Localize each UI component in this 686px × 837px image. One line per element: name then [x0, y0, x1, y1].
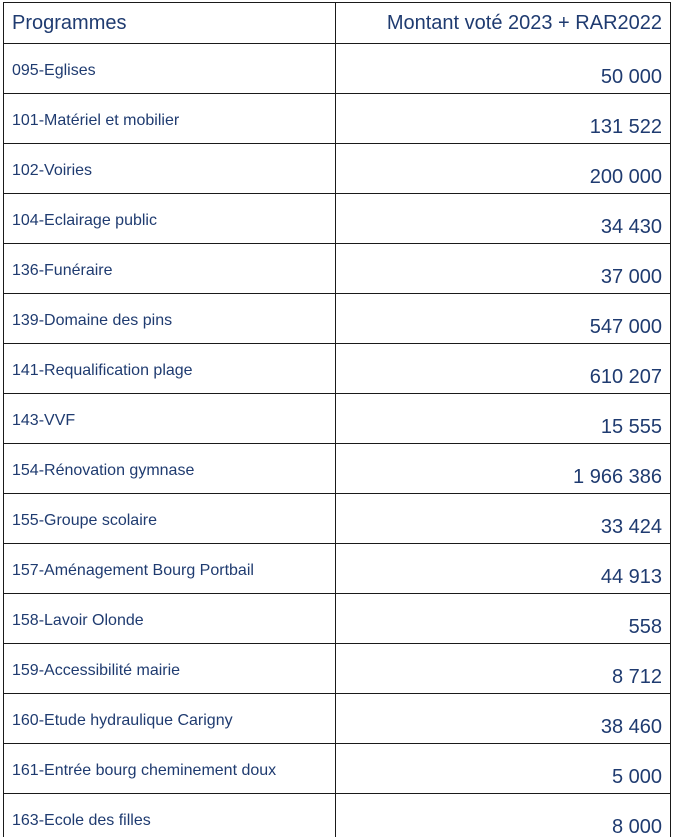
programme-cell[interactable]: 157-Aménagement Bourg Portbail [4, 544, 336, 594]
programme-cell[interactable]: 102-Voiries [4, 144, 336, 194]
amount-cell[interactable]: 610 207 [336, 344, 671, 394]
programme-cell[interactable]: 143-VVF [4, 394, 336, 444]
programme-cell[interactable]: 158-Lavoir Olonde [4, 594, 336, 644]
amount-cell[interactable]: 50 000 [336, 44, 671, 94]
amount-cell[interactable]: 34 430 [336, 194, 671, 244]
amount-cell[interactable]: 37 000 [336, 244, 671, 294]
table-row [4, 344, 671, 394]
amount-column-header[interactable]: Montant voté 2023 + RAR2022 [336, 3, 671, 44]
table-row [4, 44, 671, 94]
amount-cell[interactable]: 38 460 [336, 694, 671, 744]
amount-cell[interactable]: 547 000 [336, 294, 671, 344]
programme-cell[interactable]: 095-Eglises [4, 44, 336, 94]
amount-cell[interactable]: 33 424 [336, 494, 671, 544]
table-row [4, 794, 671, 837]
programme-cell[interactable]: 161-Entrée bourg cheminement doux [4, 744, 336, 794]
table-row [4, 644, 671, 694]
amount-cell[interactable]: 1 966 386 [336, 444, 671, 494]
amount-cell[interactable]: 15 555 [336, 394, 671, 444]
amount-cell[interactable]: 200 000 [336, 144, 671, 194]
programme-cell[interactable]: 163-Ecole des filles [4, 794, 336, 837]
table-row [4, 694, 671, 744]
table-row [4, 544, 671, 594]
programme-cell[interactable]: 141-Requalification plage [4, 344, 336, 394]
table-row [4, 744, 671, 794]
programme-cell[interactable]: 104-Eclairage public [4, 194, 336, 244]
table-row [4, 94, 671, 144]
budget-programmes-table [3, 2, 671, 837]
table-row [4, 494, 671, 544]
table-row [4, 594, 671, 644]
amount-cell[interactable]: 558 [336, 594, 671, 644]
programme-cell[interactable]: 136-Funéraire [4, 244, 336, 294]
programme-cell[interactable]: 139-Domaine des pins [4, 294, 336, 344]
programme-cell[interactable]: 154-Rénovation gymnase [4, 444, 336, 494]
amount-cell[interactable]: 44 913 [336, 544, 671, 594]
table-row [4, 394, 671, 444]
table-row [4, 294, 671, 344]
amount-cell[interactable]: 5 000 [336, 744, 671, 794]
header-row [4, 3, 671, 44]
programmes-column-header[interactable]: Programmes [4, 3, 336, 44]
table-row [4, 144, 671, 194]
table-row [4, 244, 671, 294]
amount-cell[interactable]: 131 522 [336, 94, 671, 144]
programme-cell[interactable]: 155-Groupe scolaire [4, 494, 336, 544]
table-body [4, 44, 671, 837]
table-row [4, 444, 671, 494]
amount-cell[interactable]: 8 712 [336, 644, 671, 694]
programme-cell[interactable]: 159-Accessibilité mairie [4, 644, 336, 694]
programme-cell[interactable]: 101-Matériel et mobilier [4, 94, 336, 144]
amount-cell[interactable]: 8 000 [336, 794, 671, 837]
table-row [4, 194, 671, 244]
programme-cell[interactable]: 160-Etude hydraulique Carigny [4, 694, 336, 744]
